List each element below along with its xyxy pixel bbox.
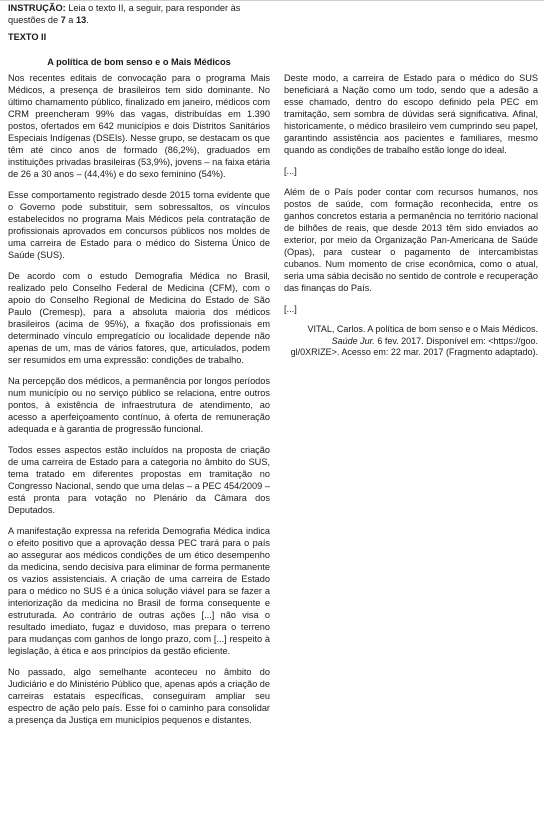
top-border bbox=[0, 0, 544, 1]
paragraph: De acordo com o estudo Demografia Médica no Brasil, realizado pelo Conselho Federal de Medicina (CFM), com o apoio do Conselho Regional de Medicina do Estado de São Paulo (Cremesp), para a absoluta maioria dos médicos brasileiros (acima de 95%), a fixação dos profissionais em determinado vínculo empregatício ou localidade depende não apenas de um, mas de vários fatores, que, articulados, podem ser resumidos em uma expressão: condições de trabalho. bbox=[8, 271, 270, 365]
left-column bbox=[8, 72, 270, 735]
ellipsis: [...] bbox=[284, 304, 297, 314]
reference bbox=[284, 324, 538, 359]
question-from: 7 bbox=[60, 15, 66, 25]
instruction-text: Leia o texto II, a seguir, para responder às questões de bbox=[8, 3, 241, 25]
paragraph: Além de o País poder contar com recursos humanos, nos postos de saúde, com formação reconhecida, entre os ganhos concretos estaria a permanência no território nacional de bilhões de reais, que desde 2013 têm sido enviados ao exterior, por meio da Organização Pan-Americana de Saúde (Opas), para custear o pagamento de intercambistas cubanos. Num momento de crise econômica, como o atual, seria uma sábia decisão no sentido de controle e recuperação das finanças do País. bbox=[284, 187, 538, 293]
paragraph: Nos recentes editais de convocação para o programa Mais Médicos, a presença de brasileiros tem sido dominante. No último chamamento público, finalizado em janeiro, médicos com CRM preencheram 99% das vagas, distribuídas em 1.390 postos, ofertados em 642 municípios e dois Distritos Sanitários Especiais Indígenas (DSEIs). Nesse grupo, se destacam os que têm até cinco anos de formado (86,2%), graduados em instituições privadas brasileiras (53,9%), jovens – na faixa etária de 26 a 30 anos – (44,4%) e do sexo feminino (54%). bbox=[8, 73, 270, 179]
paragraph: Deste modo, a carreira de Estado para o médico do SUS beneficiará a Nação como um todo, sendo que a adesão a esse chamado, dentro do escopo definido pela PEC em tramitação, sem sombra de dúvidas será significativa. Afinal, historicamente, o médico brasileiro vem cumprindo seu papel, garantindo assistência aos pacientes e familiares, mesmo quando as condições de trabalho estão longe do ideal. bbox=[284, 73, 538, 155]
reference-line-2-rest: 6 fev. 2017. Disponível em: <https://goo. bbox=[374, 335, 538, 346]
ellipsis: [...] bbox=[284, 166, 297, 176]
instruction bbox=[8, 2, 270, 26]
paragraph: Todos esses aspectos estão incluídos na proposta de criação de uma carreira de Estado para a categoria no âmbito do SUS, tema tratado em diferentes propostas em tramitação no Congresso Nacional, sendo que uma delas – a PEC 454/2009 – está pronta para votação no Plenário da Câmara dos Deputados. bbox=[8, 445, 270, 515]
journal-name: Saúde Jur. bbox=[331, 335, 375, 346]
reference-line-2 bbox=[284, 336, 538, 348]
right-column bbox=[284, 72, 538, 359]
texto-label: TEXTO II bbox=[8, 32, 47, 42]
instruction-mid: a bbox=[65, 15, 76, 25]
reference-line-3: gl/0XRIZE>. Acesso em: 22 mar. 2017 (Fragmento adaptado). bbox=[290, 347, 538, 357]
question-to: 13 bbox=[75, 15, 87, 25]
paragraph: Esse comportamento registrado desde 2015 torna evidente que o Governo pode substituir, sem sobressaltos, os vínculos estabelecidos no programa Mais Médicos pela contratação de profissionais aprovados em concursos públicos nos moldes de uma carreira de Estado para o médico do Sistema Único de Saúde (SUS). bbox=[8, 190, 270, 260]
paragraph: Na percepção dos médicos, a permanência por longos períodos num município ou no serviço público se relaciona, entre outros pontos, à existência de infraestrutura de atendimento, ao acesso a aperfeiçoamento contínuo, à oferta de remuneração adequada e à garantia de progressão funcional. bbox=[8, 376, 270, 434]
article-title: A política de bom senso e o Mais Médicos bbox=[47, 57, 231, 67]
instruction-label: INSTRUÇÃO: bbox=[8, 3, 66, 13]
paragraph: A manifestação expressa na referida Demografia Médica indica o efeito positivo que a aprovação dessa PEC trará para o país ao assegurar aos médicos condições de um ético desempenho da medicina, sendo decisiva para eliminar de forma permanente os vazios assistenciais. A criação de uma carreira de Estado para o médico no SUS é a única solução viável para se fazer a interiorização da medicina no Brasil de forma consequente e estruturada. Ao contrário de outras ações [...] não visa o resultado imediato, fugaz e duvidoso, mas prepara o terreno para mudanças com ganhos de longo prazo, com [...] respeito à legislação, à ética e aos princípios da gestão eficiente. bbox=[8, 526, 270, 656]
instruction-end: . bbox=[86, 15, 89, 25]
paragraph: No passado, algo semelhante aconteceu no âmbito do Judiciário e do Ministério Público que, apenas após a criação de carreiras estatais específicas, conseguiram ampliar seu espectro de ação pelo país. Esse foi o caminho para consolidar a presença da Justiça em municípios pequenos e distantes. bbox=[8, 667, 271, 725]
reference-line-1: VITAL, Carlos. A política de bom senso e o Mais Médicos. bbox=[307, 324, 538, 334]
